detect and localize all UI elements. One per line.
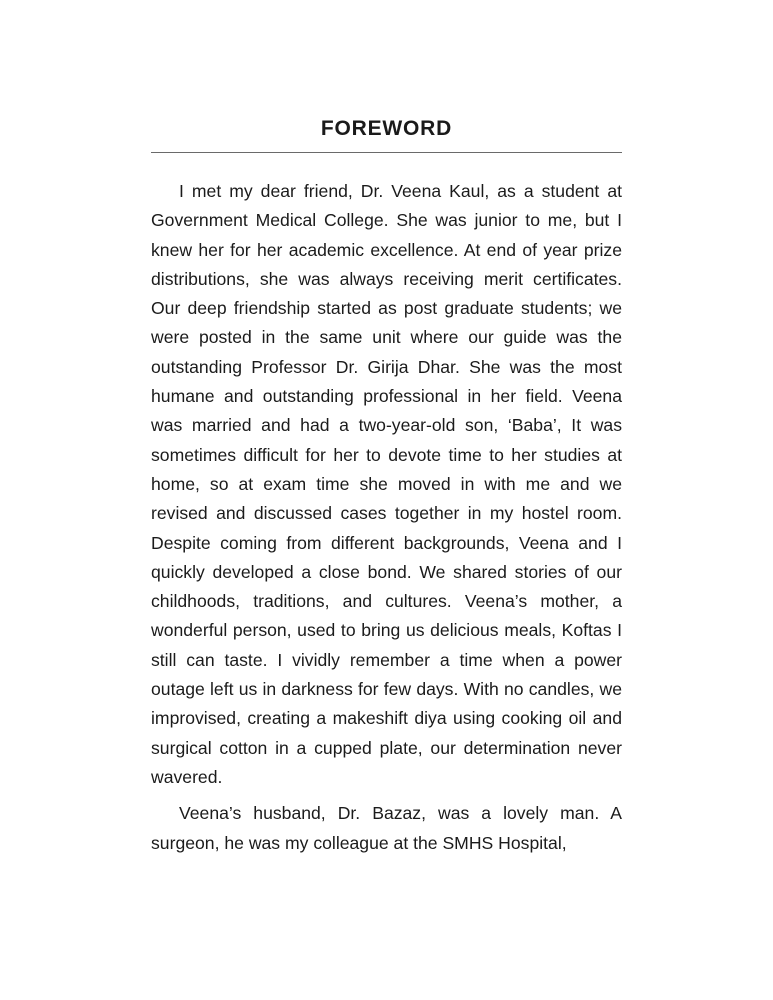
page-title: FOREWORD (320, 117, 453, 140)
book-page (151, 114, 622, 858)
paragraph-1: I met my dear friend, Dr. Veena Kaul, as a student at Government Medical College. She was junior to me, but I knew her for her academic excellence. At end of year prize distributions, she was always receiving merit certificates. Our deep friendship started as post graduate students; we were posted in the same unit where our guide was the outstanding Professor Dr. Girija Dhar. She was the most humane and outstanding professional in her field. Veena was married and had a two-year-old son, ‘Baba’, It was sometimes difficult for her to devote time to her studies at home, so at exam time she moved in with me and we revised and discussed cases together in my hostel room. Despite coming from different backgrounds, Veena and I quickly developed a close bond. We shared stories of our childhoods, traditions, and cultures. Veena’s mother, a wonderful person, used to bring us delicious meals, Koftas I still can taste. I vividly remember a time when a power outage left us in darkness for few days. With no candles, we improvised, creating a makeshift diya using cooking oil and surgical cotton in a cupped plate, our determination never wavered. (151, 181, 622, 787)
paragraph-2: Veena’s husband, Dr. Bazaz, was a lovely man. A surgeon, he was my colleague at the SMHS Hospital, (151, 803, 622, 853)
title-divider (151, 152, 622, 153)
